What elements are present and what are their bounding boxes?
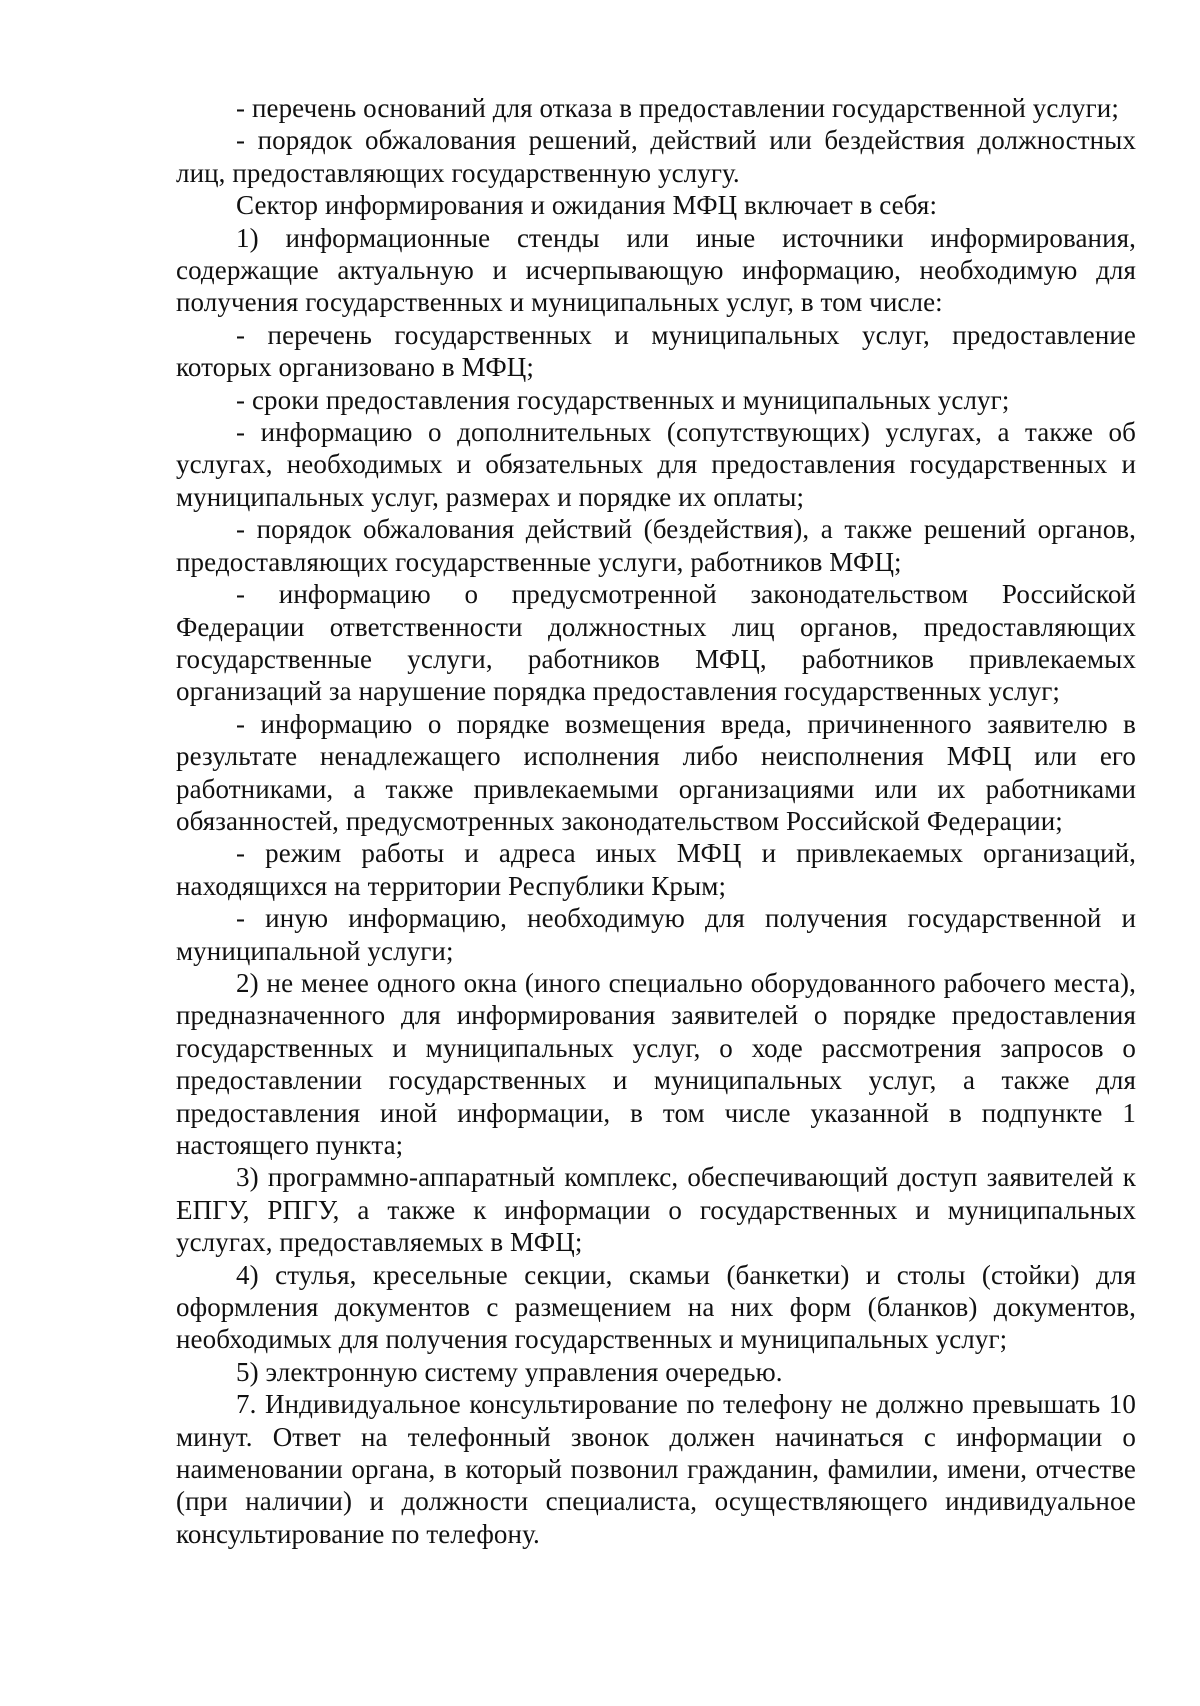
paragraph-damage-compensation: - информацию о порядке возмещения вреда, причиненного заявителю в результате ненадлежащего исполнения либо неисполнения МФЦ или его работниками, а также привлекаемыми организациями или их работниками обязанностей, предусмотренных законодательством Российской Федерации; [176,708,1136,836]
paragraph-additional-services: - информацию о дополнительных (сопутствующих) услугах, а также об услугах, необходимых и обязательных для предоставления государственных и муниципальных услуг, размерах и порядке их оплаты; [176,417,1136,512]
paragraph-service-terms: - сроки предоставления государственных и муниципальных услуг; [236,384,1010,415]
paragraph-info-window: 2) не менее одного окна (иного специально оборудованного рабочего места), предназначенного для информирования заявителей о порядке предоставления государственных и муниципальных услуг, о ходе рассмотрения запросов о предоставлении государственных и муниципальных услуг, а также для предоставления иной информации, в том числе указанной в подпункте 1 настоящего пункта; [176,967,1136,1160]
paragraph-sector-intro: Сектор информирования и ожидания МФЦ включает в себя: [236,190,938,221]
document-body [176,92,1136,1550]
paragraph-liability: - информацию о предусмотренной законодательством Российской Федерации ответственности должностных лиц органов, предоставляющих государственные услуги, работников МФЦ, работников привлекаемых организаций за нарушение порядка предоставления государственных услуг; [176,579,1136,707]
paragraph-queue-system: 5) электронную систему управления очередью. [236,1356,783,1387]
paragraph-other-info: - иную информацию, необходимую для получения государственной и муниципальной услуги; [176,903,1136,966]
paragraph-hardware-complex: 3) программно-аппаратный комплекс, обеспечивающий доступ заявителей к ЕПГУ, РПГУ, а также к информации о государственных и муниципальных услугах, предоставляемых в МФЦ; [176,1162,1136,1258]
paragraph-furniture: 4) стулья, кресельные секции, скамьи (банкетки) и столы (стойки) для оформления документов с размещением на них форм (бланков) документов, необходимых для получения государственных и муниципальных услуг; [176,1259,1136,1355]
paragraph-appeal-actions: - порядок обжалования действий (бездействия), а также решений органов, предоставляющих государственные услуги, работников МФЦ; [176,514,1136,577]
paragraph-info-stands: 1) информационные стенды или иные источники информирования, содержащие актуальную и исчерпывающую информацию, необходимую для получения государственных и муниципальных услуг, в том числе: [176,222,1136,318]
paragraph-work-schedule: - режим работы и адреса иных МФЦ и привлекаемых организаций, находящихся на территории Республики Крым; [176,838,1136,901]
paragraph-services-list: - перечень государственных и муниципальных услуг, предоставление которых организовано в МФЦ; [176,319,1136,383]
paragraph-refusal-grounds: - перечень оснований для отказа в предоставлении государственной услуги; [236,93,1119,123]
paragraph-phone-consulting: 7. Индивидуальное консультирование по телефону не должно превышать 10 минут. Ответ на телефонный звонок должен начинаться с информации о наименовании органа, в который позвонил гражданин, фамилии, имени, отчестве (при наличии) и должности специалиста, осуществляющего индивидуальное консультирование по телефону. [176,1389,1136,1549]
paragraph-appeal-procedure: - порядок обжалования решений, действий или бездействия должностных лиц, предоставляющих государственную услугу. [176,125,1136,188]
